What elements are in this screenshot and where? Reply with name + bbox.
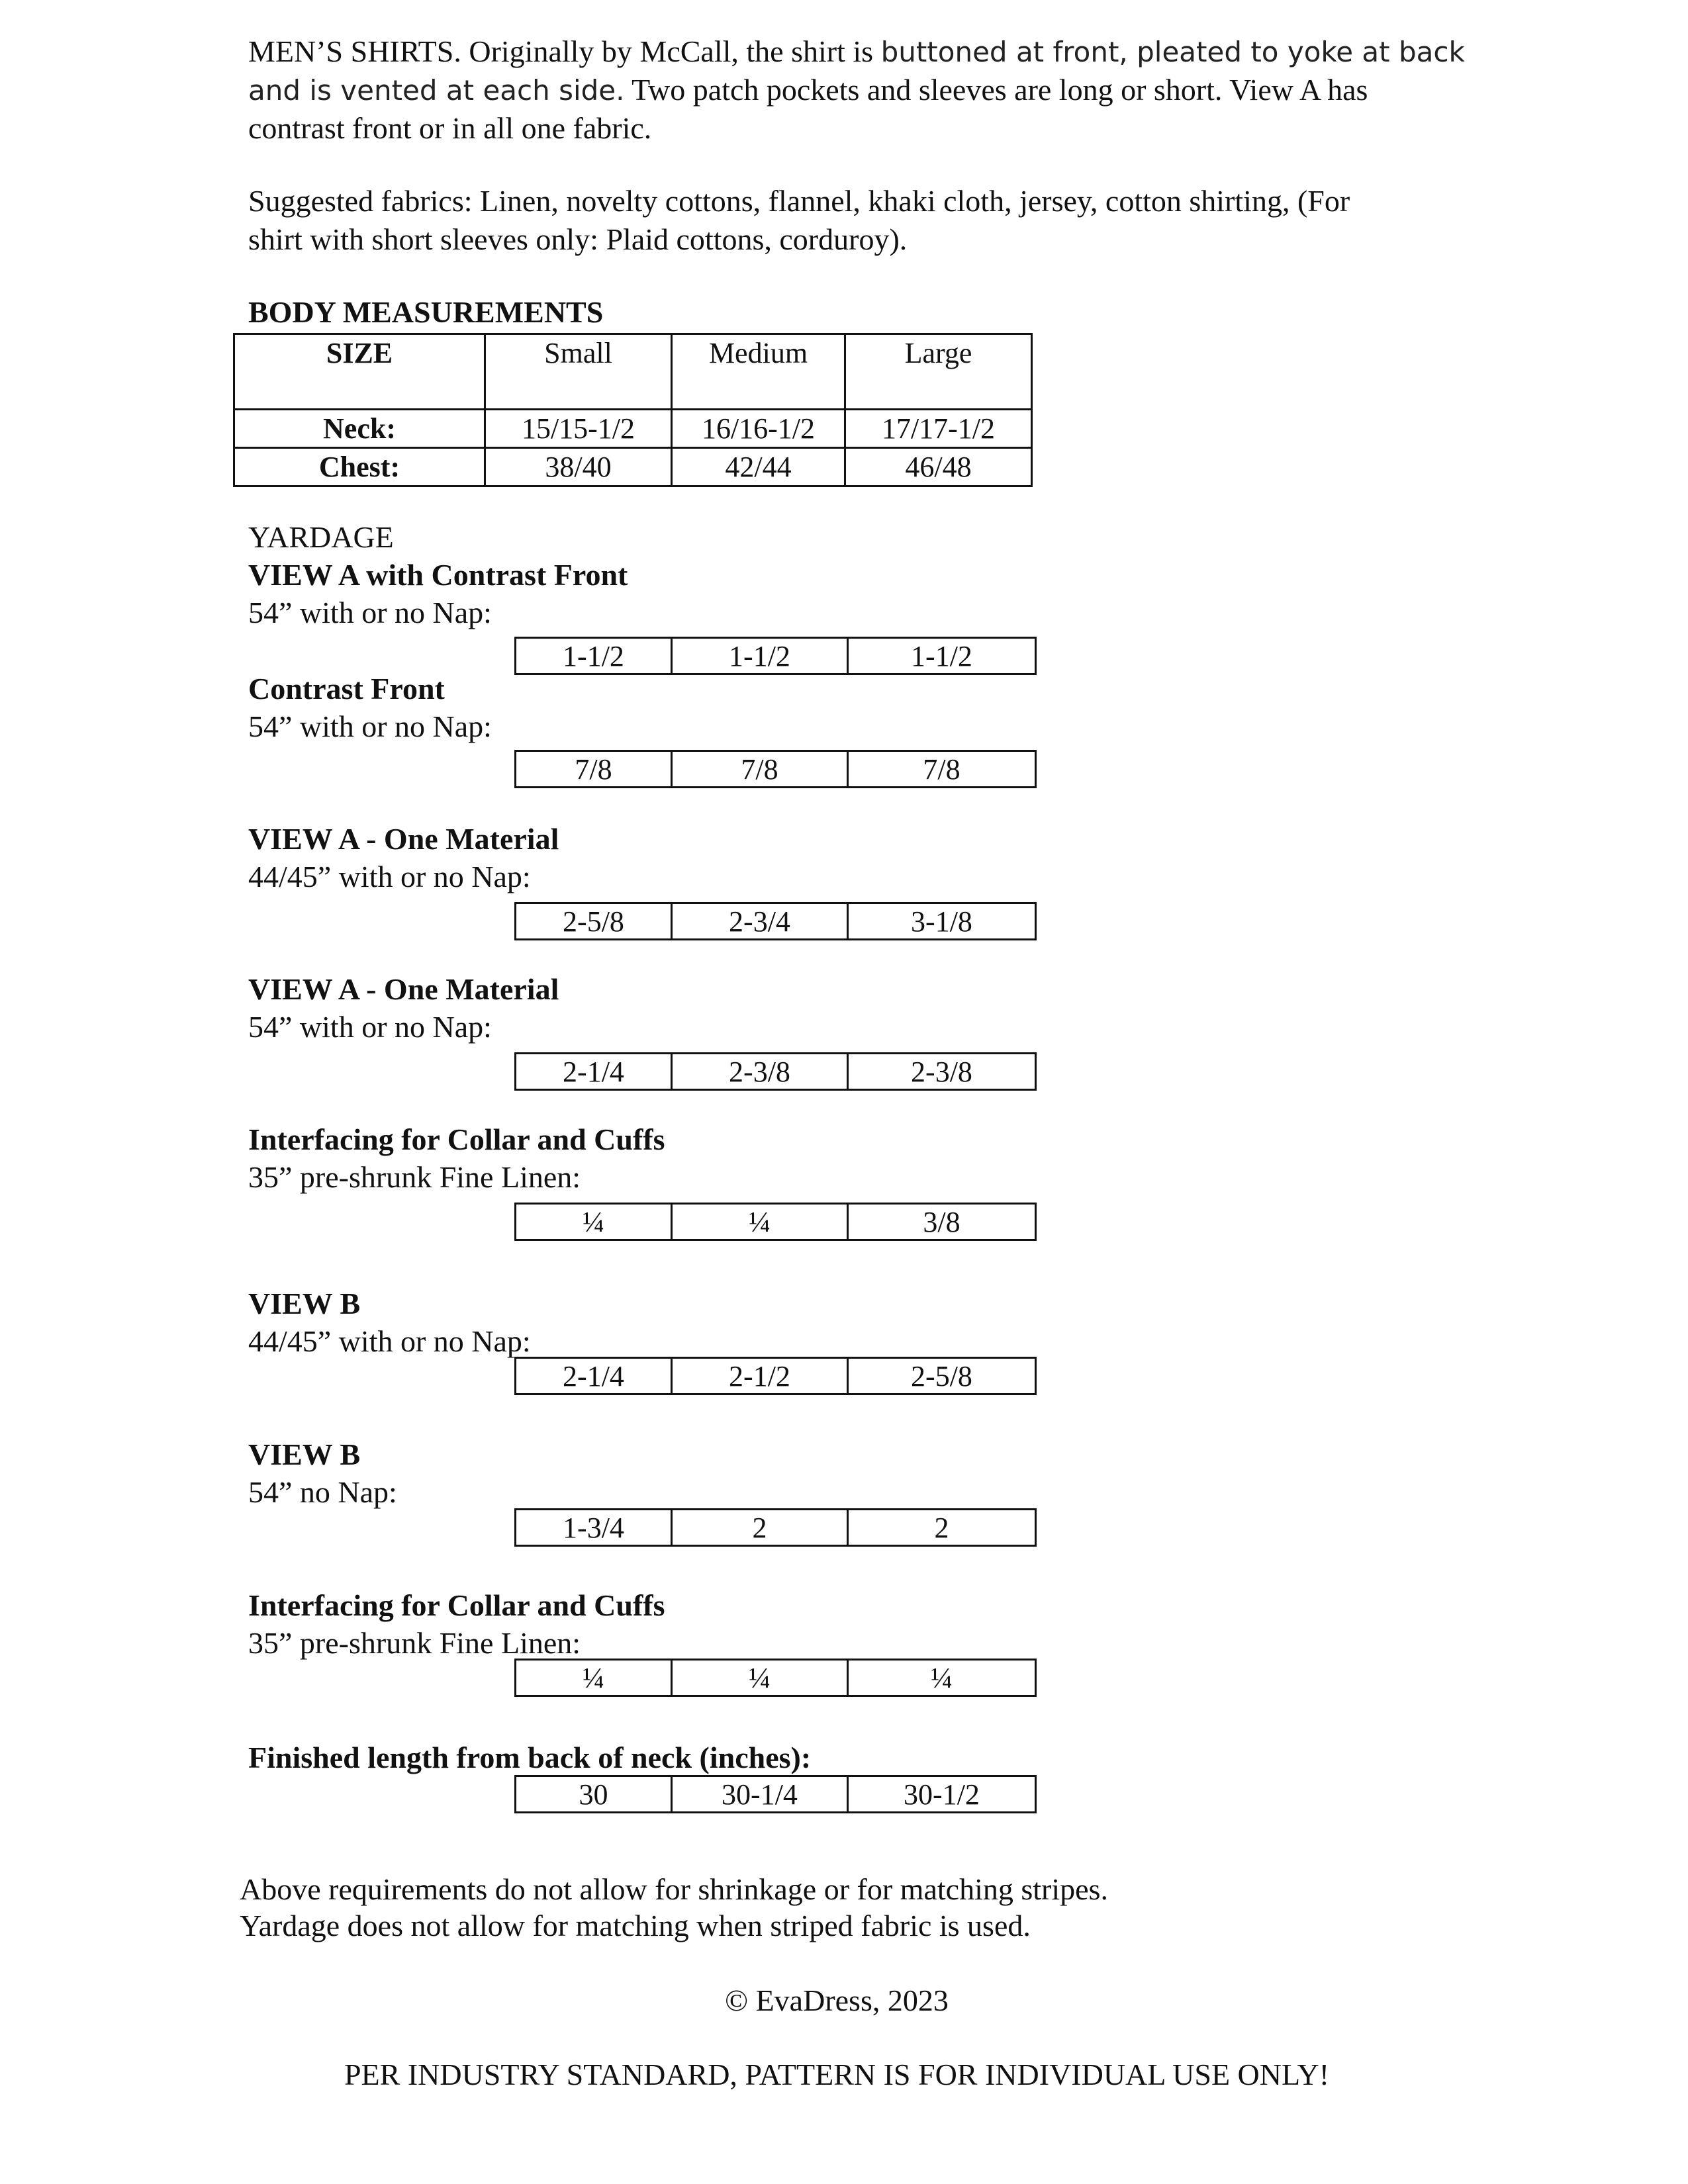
value-small: ¼ <box>516 1660 672 1696</box>
yardage-section-heading: Contrast Front <box>248 672 445 705</box>
yardage-values-row <box>514 1659 1037 1697</box>
value-small: 7/8 <box>516 751 672 788</box>
finished-length-values-row <box>514 1775 1037 1813</box>
header-small: Small <box>485 334 672 410</box>
value-small: 2-5/8 <box>516 903 672 940</box>
value-medium: 2-1/2 <box>672 1358 848 1394</box>
value-small: 1-3/4 <box>516 1510 672 1546</box>
yardage-section-heading: VIEW A - One Material <box>248 972 559 1006</box>
note-line-1: Above requirements do not allow for shrinkage or for matching stripes. <box>240 1872 1108 1906</box>
table-cell: 16/16-1/2 <box>672 410 845 448</box>
yardage-fabric-width: 44/45” with or no Nap: <box>248 860 531 893</box>
value-medium: 30-1/4 <box>672 1776 848 1813</box>
value-large: ¼ <box>848 1660 1036 1696</box>
yardage-fabric-width: 54” with or no Nap: <box>248 1010 492 1044</box>
intro-line-2 <box>248 75 1368 105</box>
yardage-section-heading: Interfacing for Collar and Cuffs <box>248 1588 665 1622</box>
yardage-fabric-width: 35” pre-shrunk Fine Linen: <box>248 1626 581 1660</box>
value-large: 1-1/2 <box>848 638 1036 674</box>
header-size: SIZE <box>234 334 485 410</box>
value-small: 30 <box>516 1776 672 1813</box>
yardage-section-heading: VIEW B <box>248 1437 361 1471</box>
disclaimer: PER INDUSTRY STANDARD, PATTERN IS FOR INDIVIDUAL USE ONLY! <box>344 2058 1330 2091</box>
value-large: 3/8 <box>848 1204 1036 1240</box>
value-large: 2-5/8 <box>848 1358 1036 1394</box>
value-large: 3-1/8 <box>848 903 1036 940</box>
table-header-row <box>234 334 1032 410</box>
yardage-values-row <box>514 1508 1037 1547</box>
yardage-values-row <box>514 1203 1037 1241</box>
value-large: 7/8 <box>848 751 1036 788</box>
value-medium: 7/8 <box>672 751 848 788</box>
finished-length-heading: Finished length from back of neck (inches): <box>248 1741 812 1774</box>
intro-line-3: contrast front or in all one fabric. <box>248 111 652 145</box>
yardage-section-heading: VIEW B <box>248 1287 361 1320</box>
note-line-2: Yardage does not allow for matching when striped fabric is used. <box>240 1909 1031 1942</box>
value-medium: 2 <box>672 1510 848 1546</box>
yardage-values-row <box>514 1357 1037 1395</box>
value-medium: ¼ <box>672 1204 848 1240</box>
table-row-neck <box>234 410 1032 448</box>
table-cell: 42/44 <box>672 448 845 486</box>
row-label: Chest: <box>234 448 485 486</box>
table-row-chest <box>234 448 1032 486</box>
value-large: 2-3/8 <box>848 1054 1036 1090</box>
fabrics-line-2: shirt with short sleeves only: Plaid cottons, corduroy). <box>248 222 908 256</box>
copyright: © EvaDress, 2023 <box>725 1983 949 2017</box>
intro-text-serif: MEN’S SHIRTS. Originally by McCall, the shirt is <box>248 34 881 68</box>
value-medium: 2-3/4 <box>672 903 848 940</box>
table-cell: 15/15-1/2 <box>485 410 672 448</box>
intro-text-serif: Two patch pockets and sleeves are long or short. View A has <box>624 73 1368 107</box>
value-small: 2-1/4 <box>516 1054 672 1090</box>
yardage-title: YARDAGE <box>248 520 394 554</box>
yardage-fabric-width: 54” no Nap: <box>248 1475 397 1509</box>
value-large: 2 <box>848 1510 1036 1546</box>
yardage-values-row <box>514 1052 1037 1091</box>
body-measurements-table <box>233 333 1033 487</box>
yardage-values-row <box>514 637 1037 675</box>
header-large: Large <box>845 334 1032 410</box>
body-measurements-title: BODY MEASUREMENTS <box>248 295 604 329</box>
yardage-fabric-width: 44/45” with or no Nap: <box>248 1324 531 1358</box>
intro-text-sans: buttoned at front, pleated to yoke at back <box>880 36 1465 68</box>
intro-line-1 <box>248 36 1465 67</box>
table-cell: 17/17-1/2 <box>845 410 1032 448</box>
yardage-fabric-width: 54” with or no Nap: <box>248 596 492 629</box>
value-small: 1-1/2 <box>516 638 672 674</box>
value-large: 30-1/2 <box>848 1776 1036 1813</box>
yardage-fabric-width: 54” with or no Nap: <box>248 709 492 743</box>
fabrics-line-1: Suggested fabrics: Linen, novelty cottons, flannel, khaki cloth, jersey, cotton shirting, (For <box>248 184 1350 218</box>
yardage-values-row <box>514 902 1037 940</box>
yardage-fabric-width: 35” pre-shrunk Fine Linen: <box>248 1160 581 1194</box>
yardage-section-heading: Interfacing for Collar and Cuffs <box>248 1122 665 1156</box>
value-medium: ¼ <box>672 1660 848 1696</box>
header-medium: Medium <box>672 334 845 410</box>
yardage-section-heading: VIEW A - One Material <box>248 822 559 856</box>
table-cell: 38/40 <box>485 448 672 486</box>
table-cell: 46/48 <box>845 448 1032 486</box>
row-label: Neck: <box>234 410 485 448</box>
intro-text-sans: and is vented at each side. <box>248 74 625 107</box>
value-medium: 1-1/2 <box>672 638 848 674</box>
yardage-section-heading: VIEW A with Contrast Front <box>248 558 628 592</box>
yardage-values-row <box>514 750 1037 788</box>
value-medium: 2-3/8 <box>672 1054 848 1090</box>
value-small: 2-1/4 <box>516 1358 672 1394</box>
value-small: ¼ <box>516 1204 672 1240</box>
